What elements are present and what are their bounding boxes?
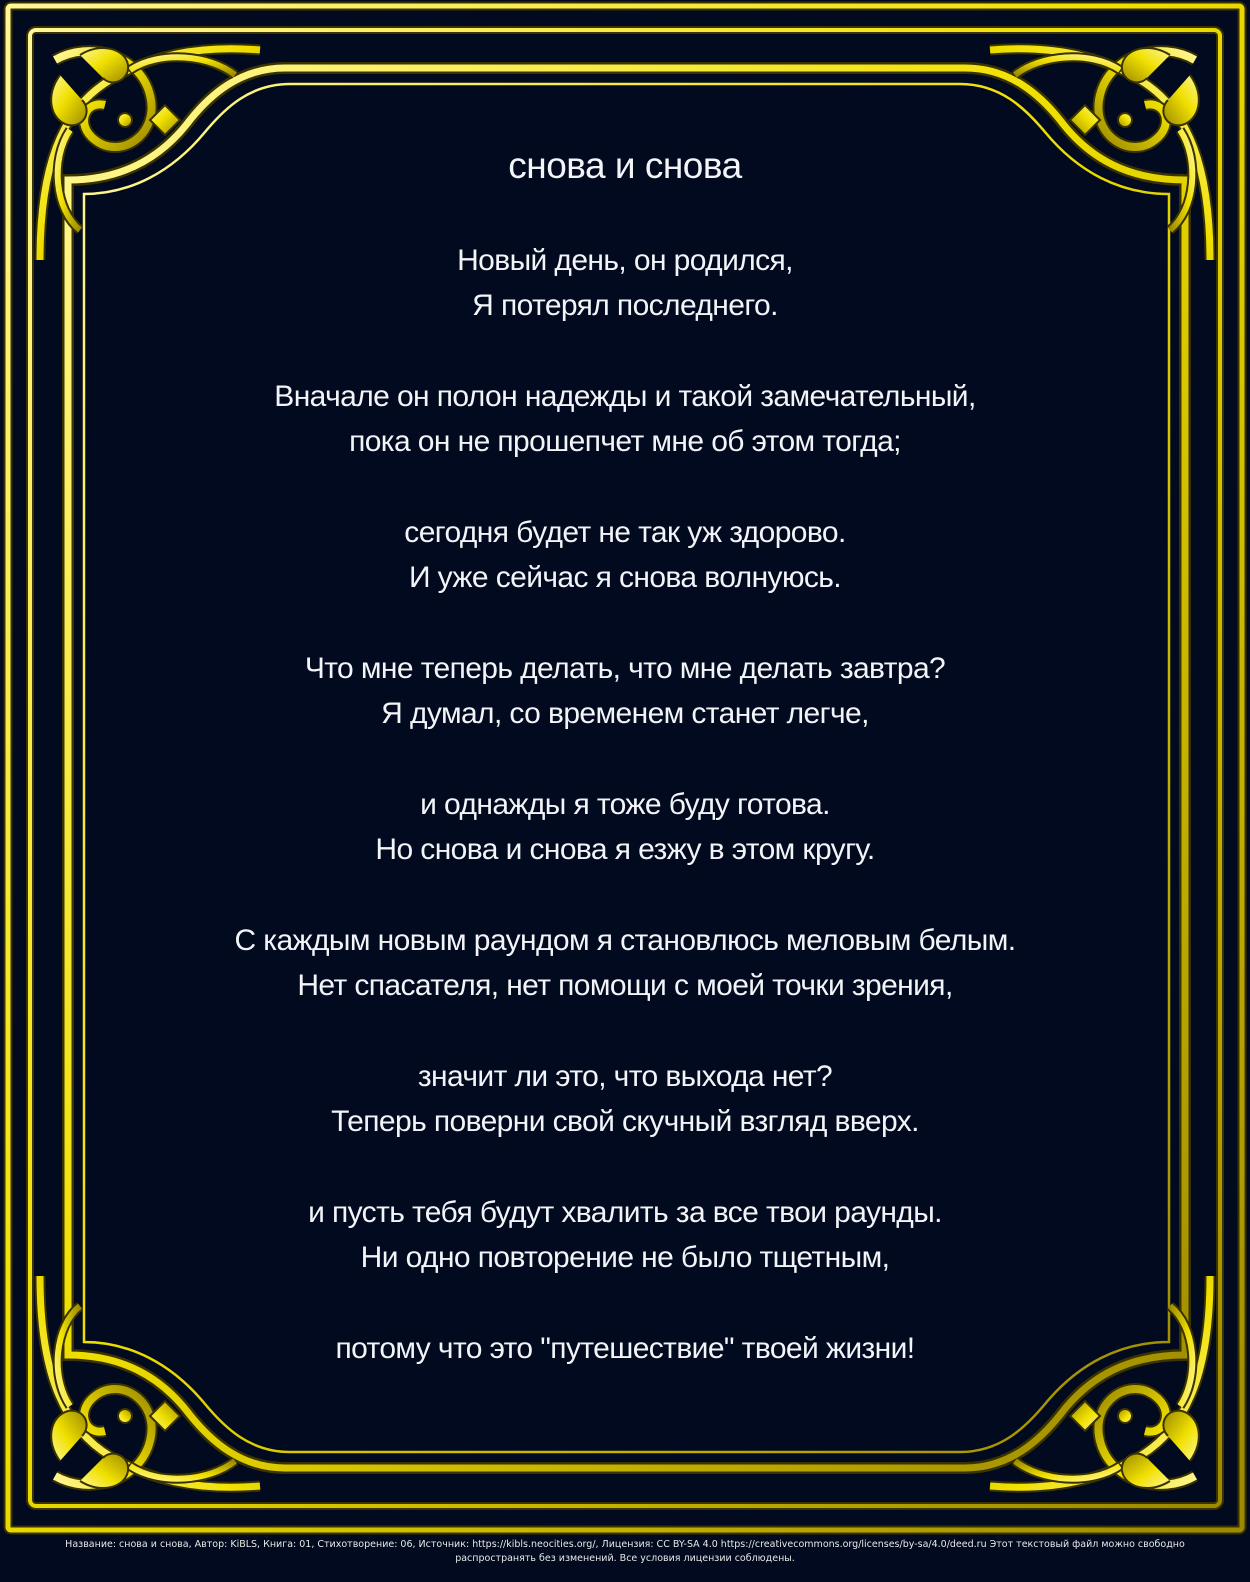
poem-line: Я думал, со временем станет легче, (381, 697, 869, 730)
license-line: распространять без изменений. Все условия лицензии соблюдены. (455, 1553, 795, 1564)
poem-line: Теперь поверни свой скучный взгляд вверх. (331, 1105, 919, 1138)
poem-line: Новый день, он родился, (457, 244, 793, 277)
license-line: Название: снова и снова, Автор: KiBLS, Книга: 01, Стихотворение: 06, Источник: https://kibls.neocities.org/, Лицензия: CC BY-SA 4.0 https://creativecommons.org/licenses/by-sa/4.0/deed.ru Этот текстовый файл можно свободно (65, 1539, 1185, 1550)
stanza (150, 238, 1100, 328)
poem-line: Но снова и снова я езжу в этом кругу. (375, 833, 875, 866)
stanza (150, 1190, 1100, 1280)
poem-line: и однажды я тоже буду готова. (420, 788, 830, 821)
poem-line: И уже сейчас я снова волнуюсь. (408, 561, 842, 594)
poem-line: сегодня будет не так уж здорово. (404, 516, 846, 549)
stanza (150, 782, 1100, 872)
stanza (150, 646, 1100, 736)
poem-line: Нет спасателя, нет помощи с моей точки зрения, (297, 969, 953, 1002)
poem-line: Я потерял последнего. (472, 289, 778, 322)
poem-line: пока он не прошепчет мне об этом тогда; (349, 425, 901, 458)
license-footer (20, 1538, 1230, 1566)
poem-line: С каждым новым раундом я становлюсь меловым белым. (234, 924, 1016, 957)
poem-line: Ни одно повторение не было тщетным, (360, 1241, 890, 1274)
poem-line: Вначале он полон надежды и такой замечательный, (274, 380, 976, 413)
stanza (150, 510, 1100, 600)
poem-line: потому что это "путешествие" твоей жизни! (335, 1332, 915, 1365)
poem-line: Что мне теперь делать, что мне делать завтра? (304, 652, 946, 685)
poem (150, 130, 1100, 1417)
stanza (150, 918, 1100, 1008)
poem-line: значит ли это, что выхода нет? (417, 1060, 833, 1093)
poem-line: и пусть тебя будут хвалить за все твои раунды. (308, 1196, 942, 1229)
stanza (150, 1326, 1100, 1371)
stanza (150, 1054, 1100, 1144)
poem-title: снова и снова (508, 145, 742, 186)
stanza (150, 374, 1100, 464)
